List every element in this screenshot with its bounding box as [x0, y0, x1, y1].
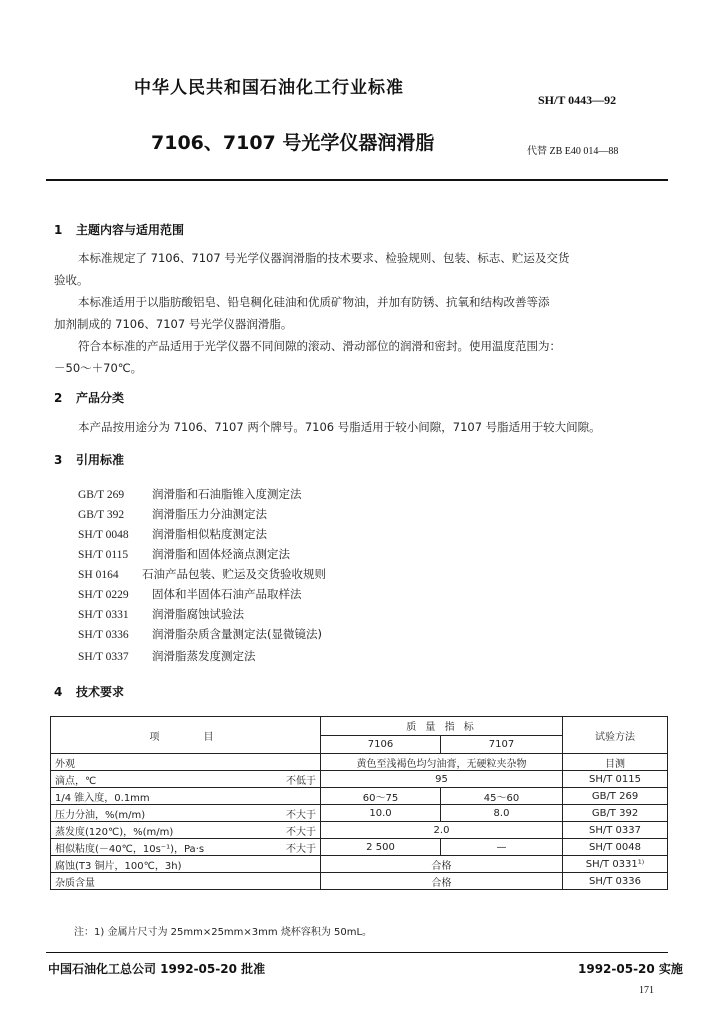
- row-limit: 不大于: [286, 809, 316, 821]
- row-value: 合格: [321, 856, 563, 873]
- row-item: 压力分油，%(m/m): [55, 809, 146, 821]
- document-title: 7106、7107 号光学仪器润滑脂: [151, 132, 435, 154]
- row-value: 2.0: [321, 822, 563, 839]
- reference-standard: [78, 546, 290, 562]
- reference-standard: [78, 586, 302, 602]
- row-value-7106: 60～75: [321, 788, 441, 805]
- header-divider: [46, 179, 668, 181]
- s1-paragraph-1-line-1: 本标准规定了 7106、7107 号光学仪器润滑脂的技术要求、检验规则、包装、标志、贮运及交货: [78, 251, 570, 265]
- reference-standard: [78, 566, 326, 582]
- reference-code: SH/T 0229: [78, 589, 129, 601]
- reference-title: 润滑脂和固体烃滴点测定法: [152, 547, 290, 561]
- table-row: [51, 873, 668, 890]
- s1-paragraph-3-line-2: －50～＋70℃。: [54, 361, 143, 375]
- reference-code: SH 0164: [78, 569, 119, 581]
- table-footnote: 注：1) 金属片尺寸为 25mm×25mm×3mm 烧杯容积为 50mL。: [74, 927, 373, 938]
- row-item: 1/4 锥入度，0.1mm: [51, 788, 321, 805]
- header-item: 项 目: [51, 717, 321, 754]
- reference-standard: [78, 606, 244, 622]
- section-number: 4: [54, 685, 63, 699]
- table-row: [51, 754, 668, 771]
- issuing-organization: 中华人民共和国石油化工行业标准: [134, 78, 404, 98]
- effective-date: 1992-05-20 实施: [578, 962, 683, 976]
- reference-standard: [78, 486, 302, 502]
- section-1-heading: [54, 221, 184, 238]
- section-3-heading: [54, 451, 124, 468]
- reference-standard: [78, 506, 267, 522]
- row-item: 杂质含量: [51, 873, 321, 890]
- table-header-row: [51, 717, 668, 736]
- row-item: 滴点，℃: [55, 775, 97, 787]
- reference-standard: [78, 526, 267, 542]
- reference-title: 润滑脂杂质含量测定法(显微镜法): [152, 627, 322, 641]
- row-value: 95: [321, 771, 563, 788]
- section-title: 主题内容与适用范围: [76, 223, 185, 237]
- table-row: [51, 805, 668, 822]
- table-row: [51, 788, 668, 805]
- s1-paragraph-2-line-1: 本标准适用于以脂肪酸铝皂、铅皂稠化硅油和优质矿物油，并加有防锈、抗氧和结构改善等添: [78, 295, 550, 309]
- row-value-7107: 8.0: [441, 805, 563, 822]
- technical-requirements-table: [50, 716, 668, 890]
- table-row: [51, 822, 668, 839]
- reference-title: 润滑脂压力分油测定法: [152, 507, 267, 521]
- row-limit: 不大于: [286, 826, 316, 838]
- standard-code: SH/T 0443—92: [538, 93, 617, 107]
- section-title: 引用标准: [76, 453, 125, 467]
- page-number: 171: [639, 985, 654, 996]
- row-limit: 不大于: [286, 843, 316, 855]
- reference-title: 润滑脂蒸发度测定法: [152, 649, 256, 663]
- section-number: 2: [54, 391, 63, 405]
- table-row: [51, 771, 668, 788]
- reference-title: 润滑脂腐蚀试验法: [152, 607, 244, 621]
- reference-title: 润滑脂相似粘度测定法: [152, 527, 267, 541]
- row-limit: 不低于: [286, 775, 316, 787]
- reference-code: GB/T 392: [78, 509, 125, 521]
- s1-paragraph-3-line-1: 符合本标准的产品适用于光学仪器不同间隙的滚动、滑动部位的润滑和密封。使用温度范围为：: [78, 339, 561, 353]
- row-method: GB/T 392: [563, 805, 668, 822]
- row-value-7106: 2 500: [321, 839, 441, 856]
- reference-standard: [78, 626, 322, 642]
- row-method: GB/T 269: [563, 788, 668, 805]
- row-method: SH/T 0337: [563, 822, 668, 839]
- header-test-method: 试验方法: [563, 717, 668, 754]
- header-quality-index: 质 量 指 标: [321, 717, 563, 736]
- section-2-heading: [54, 389, 124, 406]
- section-number: 1: [54, 223, 63, 237]
- reference-code: SH/T 0337: [78, 651, 129, 663]
- reference-code: SH/T 0336: [78, 629, 129, 641]
- row-item: 腐蚀(T3 铜片，100℃，3h): [51, 856, 321, 873]
- section-title: 产品分类: [76, 391, 125, 405]
- s1-paragraph-1-line-2: 验收。: [54, 273, 89, 287]
- section-number: 3: [54, 453, 63, 467]
- footer-divider: [46, 952, 668, 953]
- reference-title: 石油产品包装、贮运及交货验收规则: [142, 567, 326, 581]
- row-value-7106: 10.0: [321, 805, 441, 822]
- section-4-heading: [54, 683, 124, 700]
- reference-code: SH/T 0048: [78, 529, 129, 541]
- row-item: 外观: [51, 754, 321, 771]
- row-method: SH/T 0115: [563, 771, 668, 788]
- reference-code: GB/T 269: [78, 489, 125, 501]
- section-title: 技术要求: [76, 685, 125, 699]
- replaces-standard: 代替 ZB E40 014—88: [527, 146, 619, 157]
- reference-title: 固体和半固体石油产品取样法: [152, 587, 302, 601]
- header-grade-7106: 7106: [321, 735, 441, 754]
- reference-title: 润滑脂和石油脂锥入度测定法: [152, 487, 302, 501]
- row-value: 黄色至浅褐色均匀油膏，无硬粒夹杂物: [321, 754, 563, 771]
- row-item: 蒸发度(120℃)，%(m/m): [55, 826, 174, 838]
- reference-code: SH/T 0331: [78, 609, 129, 621]
- s1-paragraph-2-line-2: 加剂制成的 7106、7107 号光学仪器润滑脂。: [54, 317, 293, 331]
- row-method: SH/T 0331¹⁾: [563, 856, 668, 873]
- row-method: SH/T 0048: [563, 839, 668, 856]
- reference-standard: [78, 648, 256, 664]
- row-value: 合格: [321, 873, 563, 890]
- row-method: SH/T 0336: [563, 873, 668, 890]
- row-value-7107: 45～60: [441, 788, 563, 805]
- approval-line: 中国石油化工总公司 1992-05-20 批准: [48, 962, 266, 976]
- table-row: [51, 856, 668, 873]
- table-row: [51, 839, 668, 856]
- row-item: 相似粘度(－40℃，10s⁻¹)，Pa·s: [55, 843, 205, 855]
- reference-code: SH/T 0115: [78, 549, 129, 561]
- row-value-7107: —: [441, 839, 563, 856]
- row-method: 目测: [563, 754, 668, 771]
- header-grade-7107: 7107: [441, 735, 563, 754]
- s2-paragraph-1: 本产品按用途分为 7106、7107 两个牌号。7106 号脂适用于较小间隙，7107 号脂适用于较大间隙。: [78, 420, 601, 434]
